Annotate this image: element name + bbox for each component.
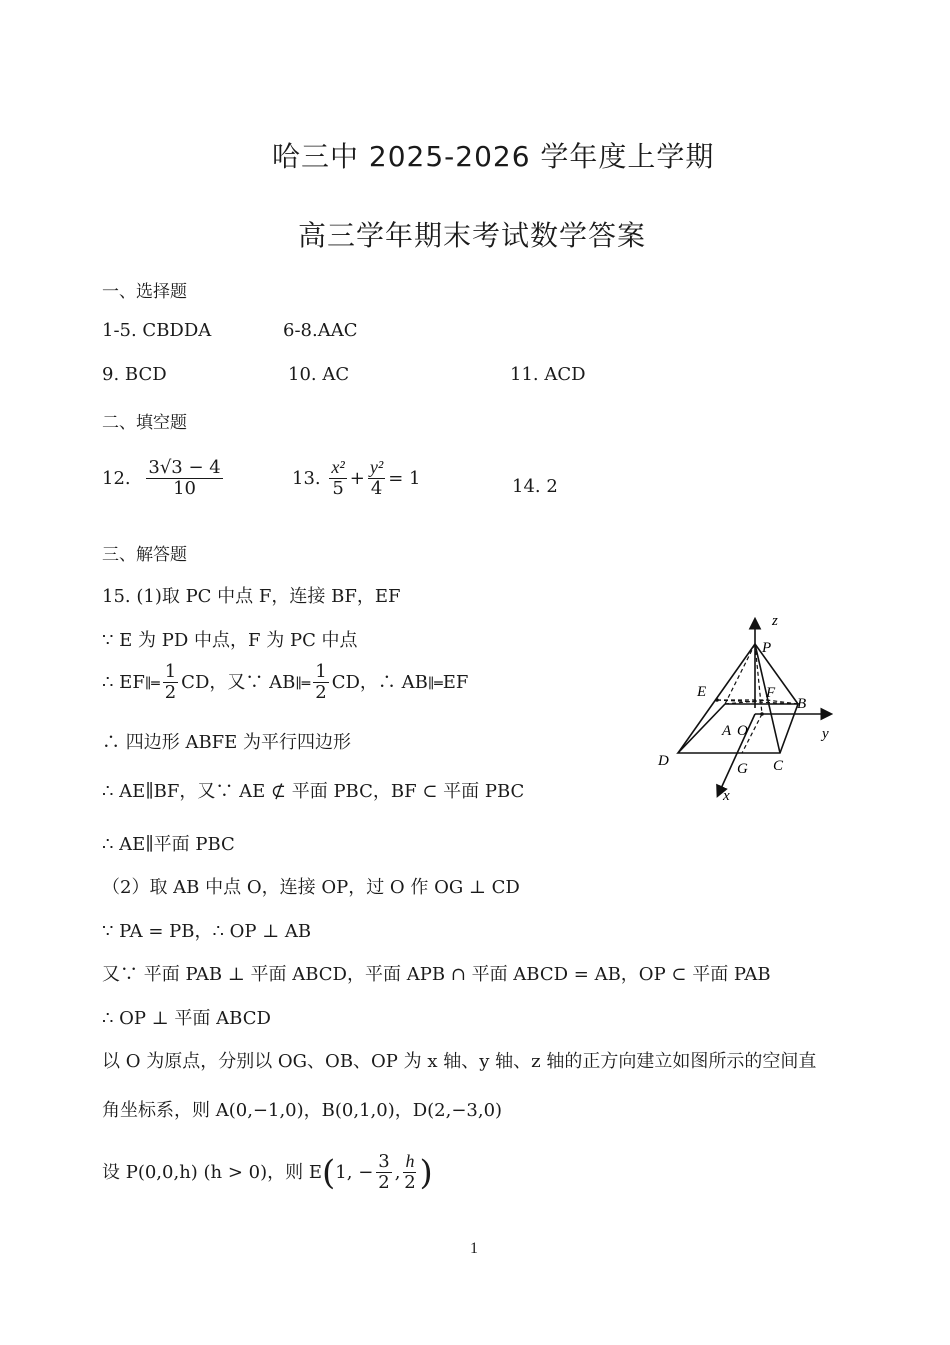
s3-part-d: EF xyxy=(442,671,469,693)
label-C: C xyxy=(773,758,784,774)
title-school: 哈三中 2025-2026 学年度上学期 xyxy=(272,140,715,173)
s3-half-num-1: 1 xyxy=(164,661,177,682)
solution-line-11: 以 O 为原点，分别以 OG、OB、OP 为 x 轴、y 轴、z 轴的正方向建立如图所示的空间直 xyxy=(102,1051,817,1072)
solution-line-2: ∵ E 为 PD 中点，F 为 PC 中点 xyxy=(102,630,358,651)
s3-half-den-2: 2 xyxy=(315,681,327,703)
section-solutions: 三、解答题 xyxy=(102,545,187,565)
title-exam: 高三学年期末考试数学答案 xyxy=(298,219,647,252)
answer-14: 14. 2 xyxy=(512,476,558,497)
s13-part-a: 设 P(0,0,h) (h > 0)，则 E xyxy=(102,1161,323,1183)
label-P: P xyxy=(762,640,772,656)
label-G: G xyxy=(737,761,748,777)
answers-6-8: 6-8.AAC xyxy=(283,320,358,341)
solution-line-13: 设 P(0,0,h) (h > 0)，则 E(1, − $\frac{3}{2}$ , $\frac{h}{2}$ ) xyxy=(102,1151,433,1193)
label-A: A xyxy=(722,723,732,739)
section-choice: 一、选择题 xyxy=(102,282,187,302)
page-number: 1 xyxy=(470,1240,478,1257)
point-O xyxy=(760,712,764,716)
s3-part-b: CD，又∵ AB xyxy=(181,671,296,693)
solution-line-8: ∵ PA = PB，∴ OP ⊥ AB xyxy=(102,921,312,942)
answer-11: 11. ACD xyxy=(510,364,586,385)
s3-half-den-1: 2 xyxy=(164,681,177,703)
left-paren: ( xyxy=(322,1152,336,1193)
q13-x-num: x² xyxy=(331,457,345,477)
label-F: F xyxy=(766,685,776,701)
point-E xyxy=(715,698,719,702)
label-D: D xyxy=(658,753,669,769)
solution-line-5: ∴ AE∥BF，又∵ AE ⊄ 平面 PBC，BF ⊂ 平面 PBC xyxy=(102,781,525,802)
parallel-equal-symbol-3: ∥═ xyxy=(427,675,443,692)
label-z: z xyxy=(772,613,778,629)
section-fill: 二、填空题 xyxy=(102,413,187,433)
solution-line-1: 15. (1)取 PC 中点 F，连接 BF，EF xyxy=(102,586,401,607)
q12-numerator: 3√3 − 4 xyxy=(148,457,221,478)
label-E: E xyxy=(697,684,707,700)
q13-x-den: 5 xyxy=(332,477,344,499)
solution-line-9: 又∵ 平面 PAB ⊥ 平面 ABCD，平面 APB ∩ 平面 ABCD = AB，OP ⊂ 平面 PAB xyxy=(102,964,771,985)
label-x: x xyxy=(723,788,730,804)
solution-line-12: 角坐标系，则 A(0,−1,0)，B(0,1,0)，D(2,−3,0) xyxy=(102,1100,503,1121)
s13-num-1: 3 xyxy=(378,1151,390,1172)
q13-y-den: 4 xyxy=(370,477,383,499)
label-O: O xyxy=(737,723,748,739)
solution-line-6: ∴ AE∥平面 PBC xyxy=(102,834,235,855)
answers-1-5: 1-5. CBDDA xyxy=(102,320,212,341)
pyramid-figure xyxy=(650,610,850,810)
q13-rhs: = 1 xyxy=(388,467,421,489)
solution-line-7: （2）取 AB 中点 O，连接 OP，过 O 作 OG ⊥ CD xyxy=(102,877,520,898)
s3-half-num-2: 1 xyxy=(315,661,327,682)
s3-part-a: ∴ EF xyxy=(102,671,145,693)
label-y: y xyxy=(822,726,829,742)
q12-label: 12. xyxy=(102,467,131,489)
solution-line-4: ∴ 四边形 ABFE 为平行四边形 xyxy=(102,732,352,753)
answer-12 xyxy=(102,458,226,499)
q13-y-num: y² xyxy=(369,457,384,477)
answer-13: 13. $\frac{\text{x²}}{5}$ + $\frac{\text{y²}}{4}$ = 1 xyxy=(292,457,421,499)
right-paren: ) xyxy=(419,1152,433,1193)
parallel-equal-symbol-1: ∥═ xyxy=(144,675,160,692)
solution-line-3 xyxy=(102,662,468,703)
answer-9: 9. BCD xyxy=(102,364,167,385)
edge-PA xyxy=(725,644,755,704)
solution-line-10: ∴ OP ⊥ 平面 ABCD xyxy=(102,1008,271,1029)
s13-p1: 1, − xyxy=(335,1161,374,1183)
label-B: B xyxy=(797,696,807,712)
answer-10: 10. AC xyxy=(288,364,350,385)
q12-denominator: 10 xyxy=(173,477,196,499)
q13-label: 13. xyxy=(292,467,321,489)
s13-den-1: 2 xyxy=(378,1171,390,1193)
s13-den-2: 2 xyxy=(404,1171,416,1193)
s3-part-c: CD，∴ AB xyxy=(331,671,428,693)
s13-num-2: h xyxy=(405,1151,415,1171)
parallel-equal-symbol-2: ∥═ xyxy=(295,675,311,692)
